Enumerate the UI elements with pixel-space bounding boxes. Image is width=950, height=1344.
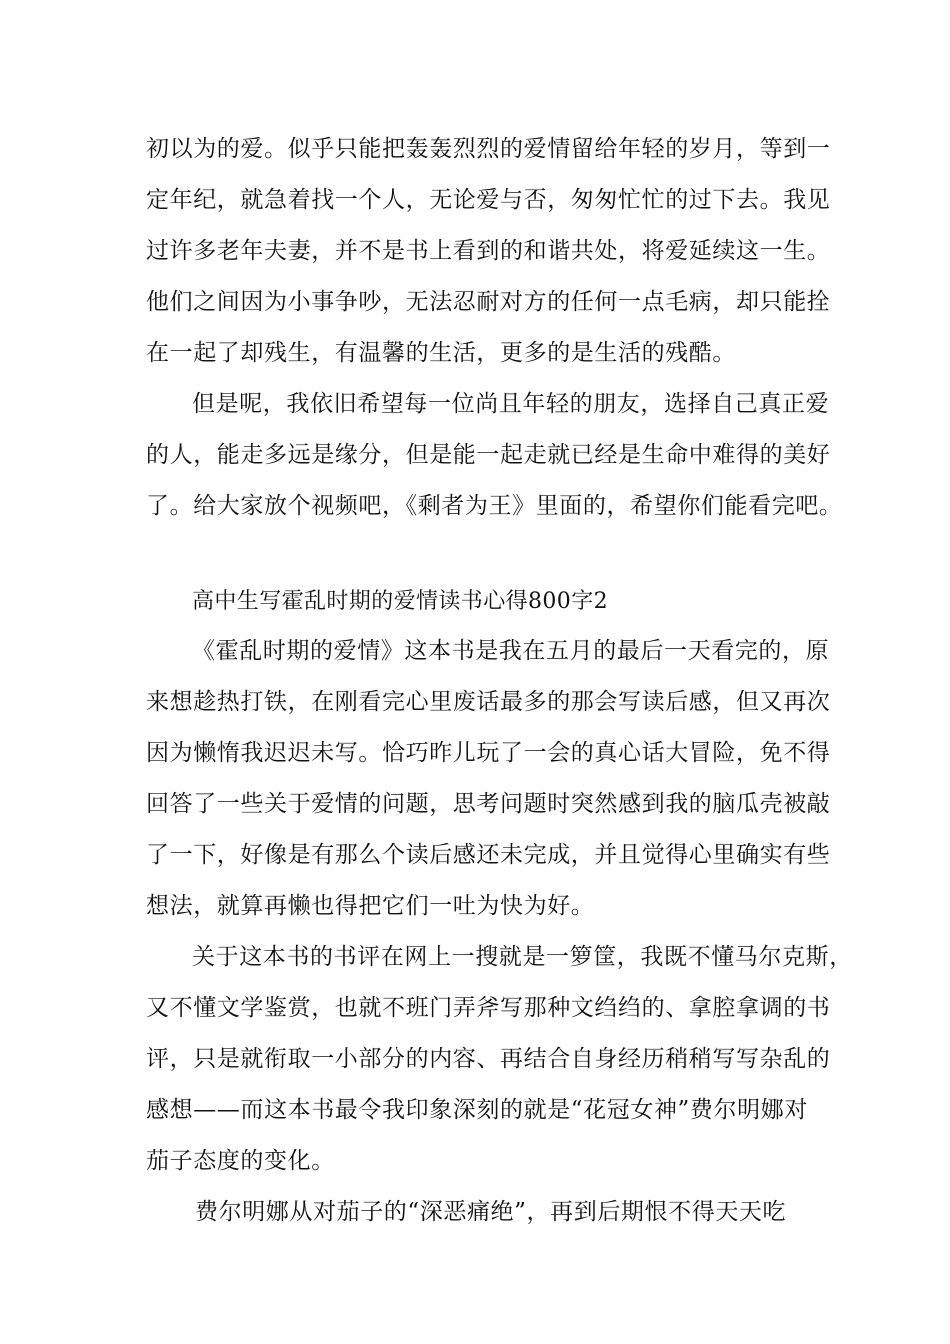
body-text-line: 关于这本书的书评在网上一搜就是一箩筐，我既不懂马尔克斯， (192, 944, 853, 970)
body-text-line: 过许多老年夫妻，并不是书上看到的和谐共处，将爱延续这一生。 (146, 238, 831, 264)
body-text-line: 回答了一些关于爱情的问题，思考问题时突然感到我的脑瓜壳被敲 (146, 791, 831, 817)
body-text-line: 评，只是就衔取一小部分的内容、再结合自身经历稍稍写写杂乱的 (146, 1046, 831, 1072)
body-text-line: 又不懂文学鉴赏，也就不班门弄斧写那种文绉绉的、拿腔拿调的书 (146, 995, 831, 1021)
body-text-line: 茄子态度的变化。 (146, 1148, 335, 1174)
body-text-line: 来想趁热打铁，在刚看完心里废话最多的那会写读后感，但又再次 (146, 689, 831, 715)
body-text-line: 但是呢，我依旧希望每一位尚且年轻的朋友，选择自己真正爱 (192, 391, 830, 417)
body-text-line: 感想——而这本书最令我印象深刻的就是“花冠女神”费尔明娜对 (146, 1097, 808, 1123)
body-text-line: 初以为的爱。似乎只能把轰轰烈烈的爱情留给年轻的岁月，等到一 (146, 136, 831, 162)
body-text-line: 费尔明娜从对茄子的“深恶痛绝”，再到后期恨不得天天吃 (195, 1199, 787, 1225)
body-text-line: 了。给大家放个视频吧，《剩者为王》里面的，希望你们能看完吧。 (146, 493, 843, 519)
body-text-line: 在一起了却残生，有温馨的生活，更多的是生活的残酷。 (146, 340, 736, 366)
section-heading: 高中生写霍乱时期的爱情读书心得800字2 (192, 589, 608, 614)
body-text-line: 他们之间因为小事争吵，无法忍耐对方的任何一点毛病，却只能拴 (146, 289, 831, 315)
body-text-line: 《霍乱时期的爱情》这本书是我在五月的最后一天看完的，原 (192, 638, 830, 664)
body-text-line: 因为懒惰我迟迟未写。恰巧昨儿玩了一会的真心话大冒险，免不得 (146, 740, 831, 766)
body-text-line: 想法，就算再懒也得把它们一吐为快为好。 (146, 893, 595, 919)
body-text-line: 定年纪，就急着找一个人，无论爱与否，匆匆忙忙的过下去。我见 (146, 187, 831, 213)
body-text-line: 的人，能走多远是缘分，但是能一起走就已经是生命中难得的美好 (146, 442, 831, 468)
body-text-line: 了一下，好像是有那么个读后感还未完成，并且觉得心里确实有些 (146, 842, 831, 868)
